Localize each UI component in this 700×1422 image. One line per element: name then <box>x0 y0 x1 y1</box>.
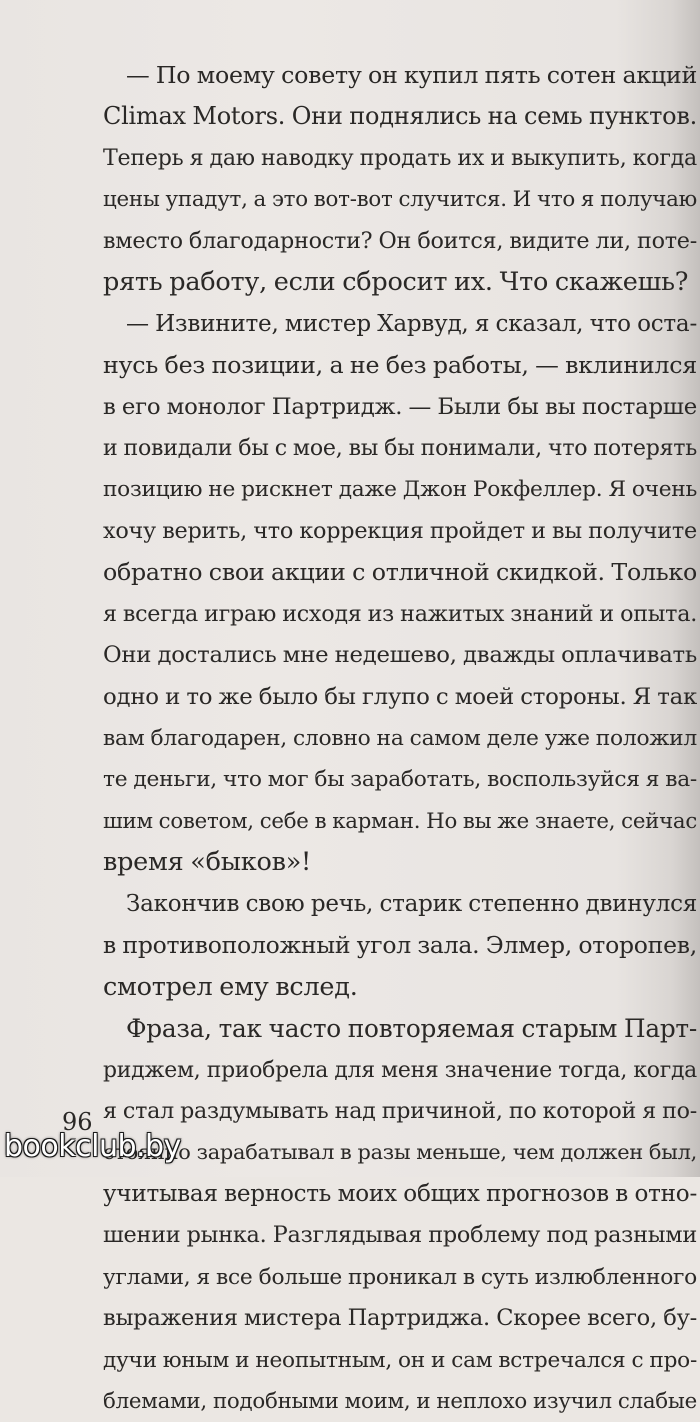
text-line: я стал раздумывать над причиной, по которой я по- <box>103 1097 697 1124</box>
text-line: Теперь я даю наводку продать их и выкупить, когда <box>103 144 697 171</box>
text-line: — Извините, мистер Харвуд, я сказал, что оста- <box>126 310 697 337</box>
text-line: вам благодарен, словно на самом деле уже положил <box>103 726 697 751</box>
text-line: в его монолог Партридж. — Были бы вы постарше <box>103 393 697 420</box>
text-line: смотрел ему вслед. <box>103 971 358 1002</box>
text-line: Они достались мне недешево, дважды оплачивать <box>103 642 697 669</box>
text-line: Climax Motors. Они поднялись на семь пунктов. <box>103 102 697 131</box>
text-line: те деньги, что мог бы заработать, воспользуйся я ва- <box>103 767 697 793</box>
text-line: шим советом, себе в карман. Но вы же знаете, сейчас <box>103 808 697 834</box>
page-number: 96 <box>62 1108 93 1136</box>
text-line: стоянно зарабатывал в разы меньше, чем должен был, <box>103 1140 697 1165</box>
text-line: шении рынка. Разглядывая проблему под разными <box>103 1222 697 1249</box>
text-line: рять работу, если сбросит их. Что скажешь? <box>103 267 689 298</box>
text-line: блемами, подобными моим, и неплохо изучил слабые <box>103 1389 697 1414</box>
text-line: выражения мистера Партриджа. Скорее всего, бу- <box>103 1305 697 1332</box>
text-line: одно и то же было бы глупо с моей стороны. Я так <box>103 683 697 710</box>
text-line: в противоположный угол зала. Элмер, оторопев, <box>103 931 697 960</box>
watermark-logo: bookclub.by <box>4 1129 181 1164</box>
text-line: учитывая верность моих общих прогнозов в отно- <box>103 1180 697 1207</box>
text-line: — По моему совету он купил пять сотен акций <box>126 61 697 89</box>
text-line: вместо благодарности? Он боится, видите ли, поте- <box>103 227 697 254</box>
text-line: нусь без позиции, а не без работы, — вклинился <box>103 351 697 380</box>
text-line: Фраза, так часто повторяемая старым Парт- <box>126 1014 697 1044</box>
text-line: время «быков»! <box>103 847 312 878</box>
text-line: я всегда играю исходя из нажитых знаний и опыта. <box>103 600 697 627</box>
text-line: риджем, приобрела для меня значение тогда, когда <box>103 1057 697 1083</box>
text-line: дучи юным и неопытным, он и сам встречался с про- <box>103 1347 697 1373</box>
text-line: хочу верить, что коррекция пройдет и вы получите <box>103 517 697 544</box>
text-line: позицию не рискнет даже Джон Рокфеллер. Я очень <box>103 477 697 503</box>
text-line: и повидали бы с мое, вы бы понимали, что потерять <box>103 435 697 461</box>
text-line: обратно свои акции с отличной скидкой. Только <box>103 558 697 587</box>
text-line: цены упадут, а это вот-вот случится. И что я получаю <box>103 187 697 213</box>
text-line: Закончив свою речь, старик степенно двинулся <box>126 890 697 917</box>
text-line: углами, я все больше проникал в суть излюбленного <box>103 1264 697 1290</box>
page-body-text <box>103 55 697 1422</box>
